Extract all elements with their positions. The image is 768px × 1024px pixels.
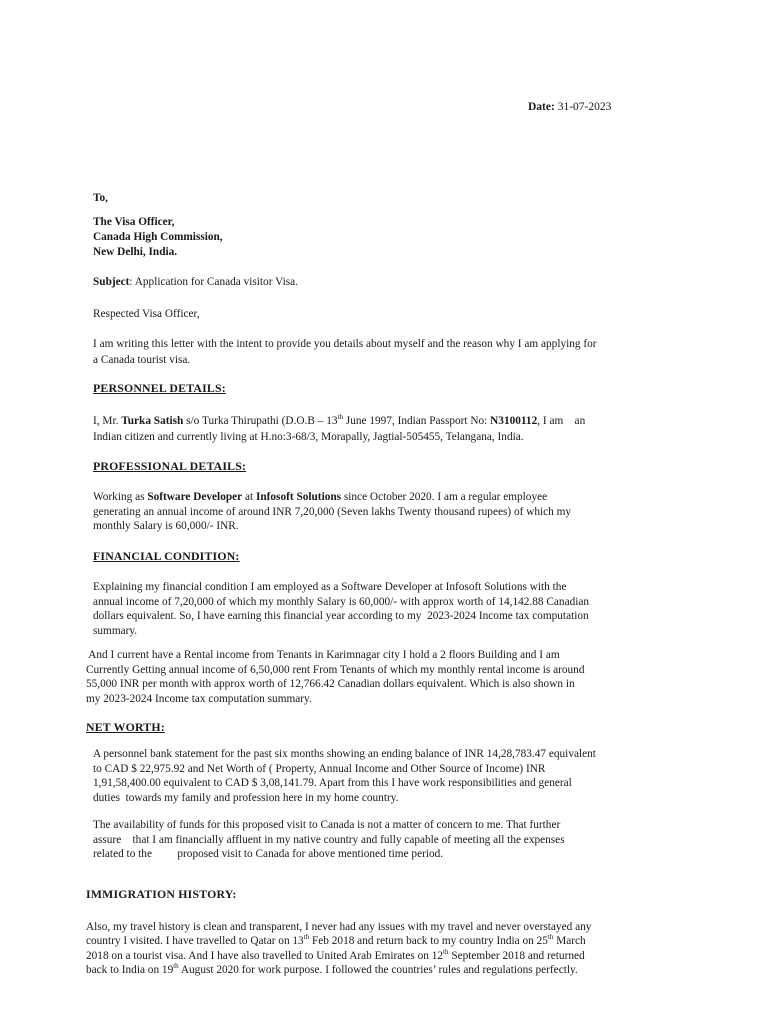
text-line: summary. — [93, 624, 138, 637]
company-name: Infosoft Solutions — [255, 491, 342, 503]
address-line: New Delhi, India. — [93, 246, 178, 258]
net-worth-heading: NET WORTH: — [86, 720, 165, 734]
text-line: to CAD $ 22,975.92 and Net Worth of ( Property, Annual Income and Other Source of Income) INR — [93, 762, 546, 775]
text-line: annual income of 7,20,000 of which my monthly Salary is 60,000/- with approx worth of 14,142.88 Canadian — [93, 595, 590, 608]
subject-text: : Application for Canada visitor Visa. — [129, 276, 298, 288]
text-run: s/o Turka Thirupathi (D.O.B – 13 — [183, 415, 338, 427]
text-run: since October 2020. I am a regular employee — [341, 491, 548, 503]
date-label: Date: — [528, 101, 555, 113]
immigration-paragraph — [86, 920, 681, 978]
text-run: Working as — [93, 491, 148, 503]
text-line: Indian citizen and currently living at H.no:3-68/3, Morapally, Jagtial-505455, Telangana, India. — [93, 430, 524, 443]
salutation: Respected Visa Officer, — [93, 308, 200, 320]
text-line: The availability of funds for this proposed visit to Canada is not a matter of concern to me. That further — [93, 819, 561, 831]
passport-number: N3100112 — [490, 415, 538, 427]
text-run: 2018 on a tourist visa. And I have also travelled to United Arab Emirates on 12 — [86, 949, 444, 962]
address-line: Canada High Commission, — [93, 231, 223, 243]
applicant-name: Turka Satish — [121, 415, 184, 427]
superscript: th — [173, 962, 179, 971]
text-run: , I am an — [537, 415, 586, 427]
immigration-heading: IMMIGRATION HISTORY: — [86, 887, 237, 901]
text-line: A personnel bank statement for the past six months showing an ending balance of INR 14,28,783.47 equivalent — [93, 748, 596, 760]
professional-heading: PROFESSIONAL DETAILS: — [93, 459, 247, 473]
text-line — [86, 949, 681, 963]
text-run: Feb 2018 and return back to my country India on 25 — [309, 935, 548, 948]
net-worth-paragraph-1 — [93, 747, 678, 805]
text-run: at — [242, 491, 256, 503]
text-run: June 1997, Indian Passport No: — [342, 415, 491, 427]
text-line: related to the proposed visit to Canada for above mentioned time period. — [93, 848, 444, 861]
text-line: monthly Salary is 60,000/- INR. — [93, 520, 239, 532]
professional-paragraph — [93, 490, 653, 534]
subject-label: Subject — [93, 276, 130, 288]
text-line: 1,91,58,400.00 equivalent to CAD $ 3,08,141.79. Apart from this I have work responsibilities and general — [93, 777, 572, 790]
text-line: 55,000 INR per month with approx worth of 12,766.42 Canadian dollars equivalent. Which is also shown in — [86, 678, 575, 691]
text-run: March — [553, 935, 586, 948]
text-line: Currently Getting annual income of 6,50,000 rent From Tenants of which my monthly rental income is around — [86, 663, 585, 676]
subject-line — [93, 275, 298, 290]
text-line: dollars equivalent. So, I have earning this financial year according to my 2023-2024 Income tax computation — [93, 610, 589, 623]
text-run: back to India on 19 — [86, 964, 174, 977]
text-line: a Canada tourist visa. — [93, 353, 191, 366]
text-line — [93, 490, 653, 505]
address-line: The Visa Officer, — [93, 216, 175, 228]
superscript: th — [547, 933, 554, 942]
superscript: th — [303, 933, 310, 942]
letter-date — [528, 100, 611, 115]
job-role: Software Developer — [147, 491, 243, 503]
text-line: generating an annual income of around INR 7,20,000 (Seven lakhs Twenty thousand rupees) of which my — [93, 505, 572, 518]
text-line — [93, 414, 678, 430]
text-run: September 2018 and returned — [448, 949, 585, 962]
text-line — [86, 934, 681, 948]
recipient-greeting: To, — [93, 192, 108, 204]
text-line: my 2023-2024 Income tax computation summary. — [86, 692, 312, 705]
text-run: country I visited. I have travelled to Qatar on 13 — [86, 935, 304, 948]
recipient-address — [93, 215, 223, 260]
superscript: th — [337, 413, 343, 422]
intro-paragraph — [93, 337, 678, 368]
text-line: I am writing this letter with the intent to provide you details about myself and the reason why I am applying for — [93, 338, 597, 350]
text-line: assure that I am financially affluent in my native country and fully capable of meeting all the expenses — [93, 833, 565, 846]
personnel-paragraph — [93, 414, 678, 445]
superscript: th — [443, 948, 449, 957]
text-line: Explaining my financial condition I am employed as a Software Developer at Infosoft Solutions with the — [93, 581, 567, 593]
text-line: duties towards my family and profession here in my home country. — [93, 791, 399, 804]
text-line: Also, my travel history is clean and transparent, I never had any issues with my travel and never overstayed any — [86, 921, 592, 933]
text-run: I, Mr. — [93, 415, 122, 427]
financial-heading: FINANCIAL CONDITION: — [93, 549, 240, 563]
financial-paragraph-2 — [86, 648, 676, 706]
text-line — [86, 963, 681, 977]
date-value: 31-07-2023 — [557, 101, 612, 113]
text-run: August 2020 for work purpose. I followed the countries’ rules and regulations perfectly. — [178, 964, 578, 977]
financial-paragraph-1 — [93, 580, 668, 638]
personnel-heading: PERSONNEL DETAILS: — [93, 381, 226, 395]
text-line: And I current have a Rental income from Tenants in Karimnagar city I hold a 2 floors Building and I am — [86, 649, 560, 661]
net-worth-paragraph-2 — [93, 818, 678, 862]
